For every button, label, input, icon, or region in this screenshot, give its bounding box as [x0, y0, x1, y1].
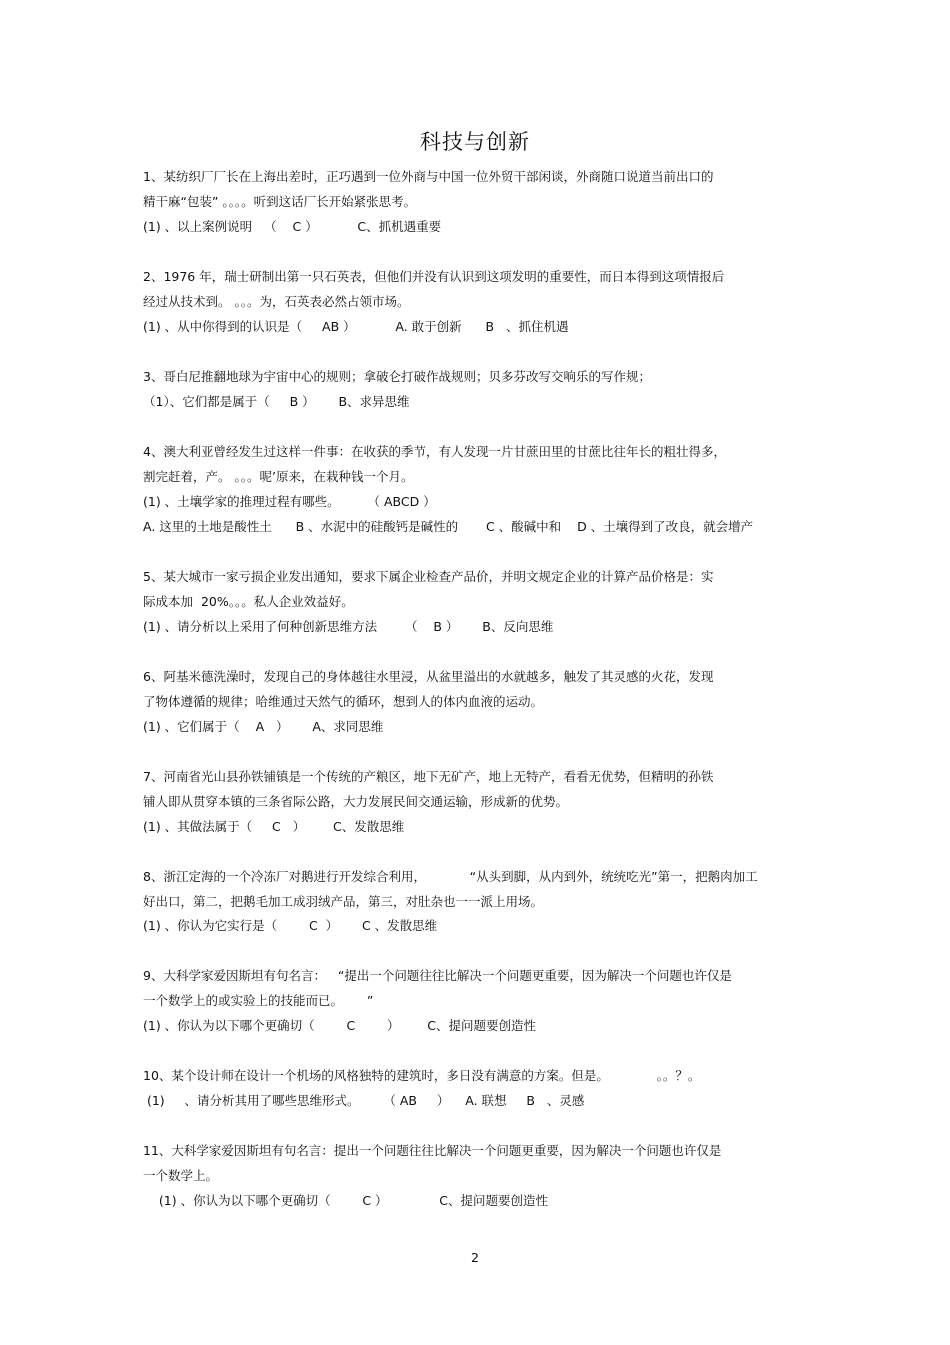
q7-text-line-2: 铺人即从贯穿本镇的三条省际公路，大力发展民间交通运输，形成新的优势。 — [143, 794, 569, 809]
page-title: 科技与创新 — [420, 130, 530, 154]
q2-text-line-1: 2、1976 年，瑞士研制出第一只石英表，但他们并没有认识到这项发明的重要性，而日本得到这项情报后 — [143, 269, 725, 284]
q1-text-line-1: 1、某纺织厂厂长在上海出差时，正巧遇到一位外商与中国一位外贸干部闲谈，外商随口说道当前出口的 — [143, 169, 714, 184]
q7-text-line-1: 7、河南省光山县孙铁铺镇是一个传统的产粮区，地下无矿产，地上无特产，看看无优势，但精明的孙铁 — [143, 769, 714, 784]
q4-options: A. 这里的土地是酸性土 B 、水泥中的硅酸钙是碱性的 C 、酸碱中和 D 、土壤得到了改良，就会增产 — [143, 519, 754, 534]
q2-text-line-2: 经过从技术到。 。。。为，石英表必然占领市场。 — [143, 294, 410, 309]
q8-text-line-1: 8、浙江定海的一个冷冻厂对鹅进行开发综合利用， “从头到脚，从内到外，统统吃光”第一，把鹅肉加工 — [143, 869, 758, 884]
q3-sub-question: （1）、它们都是属于（ B ） B、求异思维 — [143, 394, 410, 409]
q3-text-line-1: 3、哥白尼推翻地球为宇宙中心的规则；拿破仑打破作战规则；贝多芬改写交响乐的写作规； — [143, 369, 651, 384]
q8-sub-question: (1) 、你认为它实行是（ C ） C 、发散思维 — [143, 918, 438, 933]
q11-sub-question: (1) 、你认为以下哪个更确切（ C ） C、提问题要创造性 — [143, 1193, 548, 1208]
q8-text-line-2: 好出口，第二，把鹅毛加工成羽绒产品，第三，对肚杂也一一派上用场。 — [143, 894, 544, 909]
q11-text-line-1: 11、大科学家爱因斯坦有句名言：提出一个问题往往比解决一个问题更重要，因为解决一个问题也许仅是 — [143, 1143, 722, 1158]
q4-sub-question: (1) 、土壤学家的推理过程有哪些。 （ ABCD ） — [143, 494, 436, 509]
q4-text-line-2: 割完赶着，产。 。。。呢’原来，在栽种钱一个月。 — [143, 469, 414, 484]
q1-sub-question: (1) 、以上案例说明 （ C ） C、抓机遇重要 — [143, 219, 442, 234]
q5-sub-question: (1) 、请分析以上采用了何种创新思维方法 （ B ） B、反向思维 — [143, 619, 554, 634]
q11-text-line-2: 一个数学上。 — [143, 1168, 219, 1183]
q4-text-line-1: 4、澳大利亚曾经发生过这样一件事：在收获的季节，有人发现一片甘蔗田里的甘蔗比往年长的粗壮得多， — [143, 444, 726, 459]
q6-text-line-2: 了物体遵循的规律；哈维通过天然气的循环，想到人的体内血液的运动。 — [143, 694, 544, 709]
q9-sub-question: (1) 、你认为以下哪个更确切（ C ） C、提问题要创造性 — [143, 1018, 537, 1033]
page-number: 2 — [471, 1250, 479, 1265]
q6-sub-question: (1) 、它们属于（ A ） A、求同思维 — [143, 719, 384, 734]
q9-text-line-2: 一个数学上的或实验上的技能而已。 ” — [143, 993, 374, 1008]
q1-text-line-2: 精干麻“包装” 。。。。听到这话厂长开始紧张思考。 — [143, 194, 417, 209]
q5-text-line-2: 际成本加 20%。。。私人企业效益好。 — [143, 594, 354, 609]
q6-text-line-1: 6、阿基米德洗澡时，发现自己的身体越往水里浸，从盆里溢出的水就越多，触发了其灵感的火花，发现 — [143, 669, 714, 684]
q5-text-line-1: 5、某大城市一家亏损企业发出通知，要求下属企业检查产品价，并明文规定企业的计算产品价格是：实 — [143, 569, 714, 584]
q2-sub-question: (1) 、从中你得到的认识是（ AB ） A. 敢于创新 B 、抓住机遇 — [143, 319, 569, 334]
q7-sub-question: (1) 、其做法属于（ C ） C、发散思维 — [143, 819, 405, 834]
q9-text-line-1: 9、大科学家爱因斯坦有句名言： “提出一个问题往往比解决一个问题更重要，因为解决一个问题也许仅是 — [143, 968, 732, 983]
q10-sub-question: (1) 、请分析其用了哪些思维形式。 （ AB ） A. 联想 B 、灵感 — [143, 1093, 585, 1108]
q10-text-line-1: 10、某个设计师在设计一个机场的风格独特的建筑时，多日没有满意的方案。但是。 。。？。 — [143, 1068, 701, 1083]
